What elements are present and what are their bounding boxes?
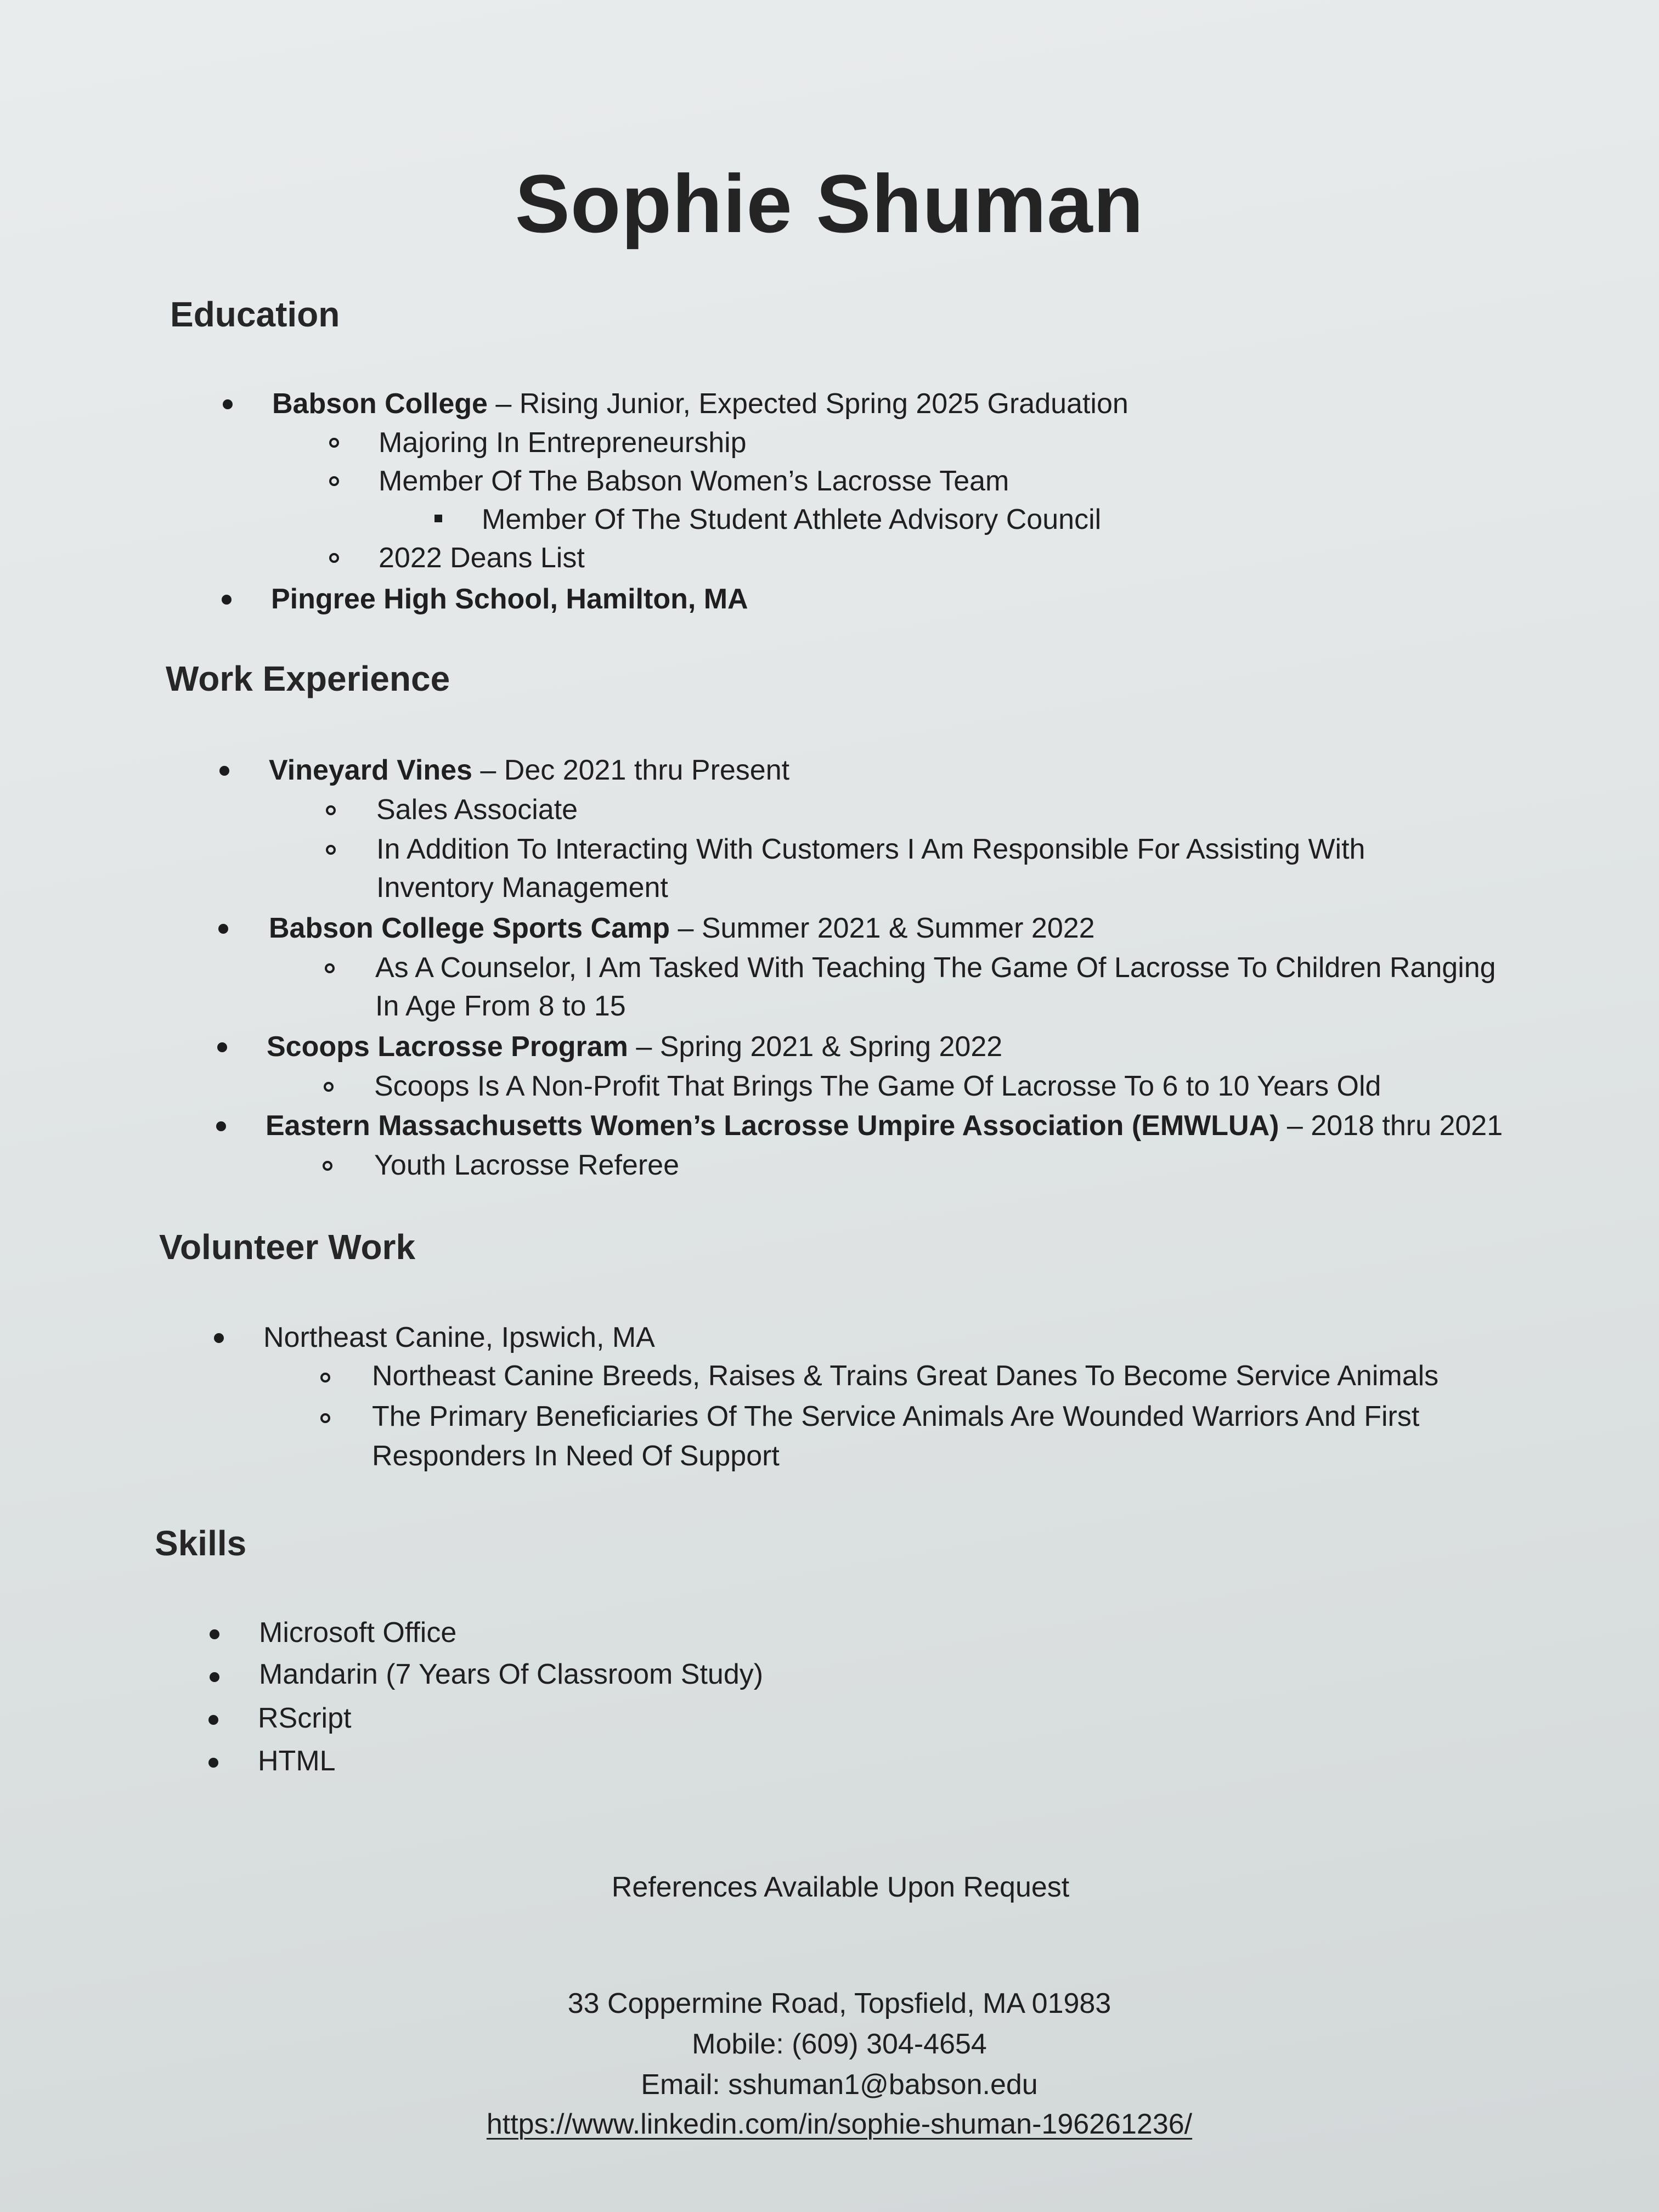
bullet-icon [217,1042,227,1052]
skills-heading: Skills [155,1523,247,1563]
vv-detail: – Dec 2021 thru Present [472,754,790,786]
circle-bullet-icon [329,438,339,448]
work-sports-camp [269,909,1095,948]
emwlua-role: Youth Lacrosse Referee [374,1149,680,1181]
babson-saac: Member Of The Student Athlete Advisory Council [482,504,1102,535]
babson-org: Babson College [272,388,488,420]
scoops-detail: – Spring 2021 & Spring 2022 [628,1031,1003,1063]
bullet-icon [216,1121,226,1131]
contact-mobile: Mobile: (609) 304-4654 [692,2028,987,2060]
bullet-icon [219,766,229,776]
circle-bullet-icon [323,1161,332,1171]
bullet-icon [210,1672,219,1682]
camp-duty-line2: In Age From 8 to 15 [375,990,626,1022]
skill-item: RScript [258,1702,352,1734]
education-heading: Education [170,295,340,334]
education-pingree [271,579,748,619]
references-note: References Available Upon Request [611,1871,1070,1903]
scoops-duty: Scoops Is A Non-Profit That Brings The Game Of Lacrosse To 6 to 10 Years Old [374,1070,1381,1102]
bullet-icon [208,1715,218,1725]
circle-bullet-icon [329,553,339,563]
square-bullet-icon [435,515,442,522]
vv-org: Vineyard Vines [269,754,472,786]
linkedin-link-row [0,2104,1659,2144]
bullet-icon [208,1758,218,1768]
skill-item: Microsoft Office [259,1617,457,1649]
linkedin-link[interactable]: https://www.linkedin.com/in/sophie-shuman-196261236/ [486,2108,1193,2140]
camp-detail: – Summer 2021 & Summer 2022 [670,912,1095,944]
camp-duty-line1: As A Counselor, I Am Tasked With Teaching The Game Of Lacrosse To Children Ranging [375,952,1496,984]
babson-deans-list: 2022 Deans List [379,542,585,574]
bullet-icon [218,924,228,934]
circle-bullet-icon [326,805,336,815]
babson-major: Majoring In Entrepreneurship [379,427,747,459]
work-emwlua [266,1106,1503,1146]
volunteer-duty1: Northeast Canine Breeds, Raises & Trains Great Danes To Become Service Animals [372,1360,1439,1392]
contact-email: Email: sshuman1@babson.edu [641,2069,1038,2101]
bullet-icon [222,595,232,605]
circle-bullet-icon [320,1413,330,1423]
vv-role: Sales Associate [376,794,578,826]
vv-duty-line1: In Addition To Interacting With Customers I Am Responsible For Assisting With [376,833,1365,865]
camp-org: Babson College Sports Camp [269,912,670,944]
circle-bullet-icon [324,1082,334,1092]
circle-bullet-icon [329,476,339,486]
circle-bullet-icon [325,963,335,973]
bullet-icon [214,1333,224,1343]
work-vineyard-vines [269,751,789,790]
skill-item: HTML [258,1745,336,1777]
contact-address: 33 Coppermine Road, Topsfield, MA 01983 [567,1988,1111,2019]
emwlua-org: Eastern Massachusetts Women’s Lacrosse Umpire Association (EMWLUA) [266,1110,1279,1142]
bullet-icon [210,1629,219,1639]
circle-bullet-icon [326,845,336,855]
volunteer-duty2-line2: Responders In Need Of Support [372,1440,780,1472]
scoops-org: Scoops Lacrosse Program [267,1031,628,1063]
circle-bullet-icon [320,1373,330,1383]
education-babson [272,384,1128,424]
work-scoops [267,1027,1002,1066]
bullet-icon [223,399,233,409]
resume-name: Sophie Shuman [515,157,1144,250]
volunteer-heading: Volunteer Work [159,1227,416,1267]
emwlua-detail: – 2018 thru 2021 [1279,1110,1503,1142]
work-heading: Work Experience [166,659,450,698]
babson-lacrosse: Member Of The Babson Women’s Lacrosse Team [379,465,1009,497]
pingree-org: Pingree High School, Hamilton, MA [271,583,748,615]
volunteer-duty2-line1: The Primary Beneficiaries Of The Service Animals Are Wounded Warriors And First [372,1401,1420,1432]
volunteer-org: Northeast Canine, Ipswich, MA [263,1322,655,1353]
babson-detail: – Rising Junior, Expected Spring 2025 Graduation [487,388,1128,420]
skill-item: Mandarin (7 Years Of Classroom Study) [259,1658,764,1690]
vv-duty-line2: Inventory Management [376,872,668,904]
